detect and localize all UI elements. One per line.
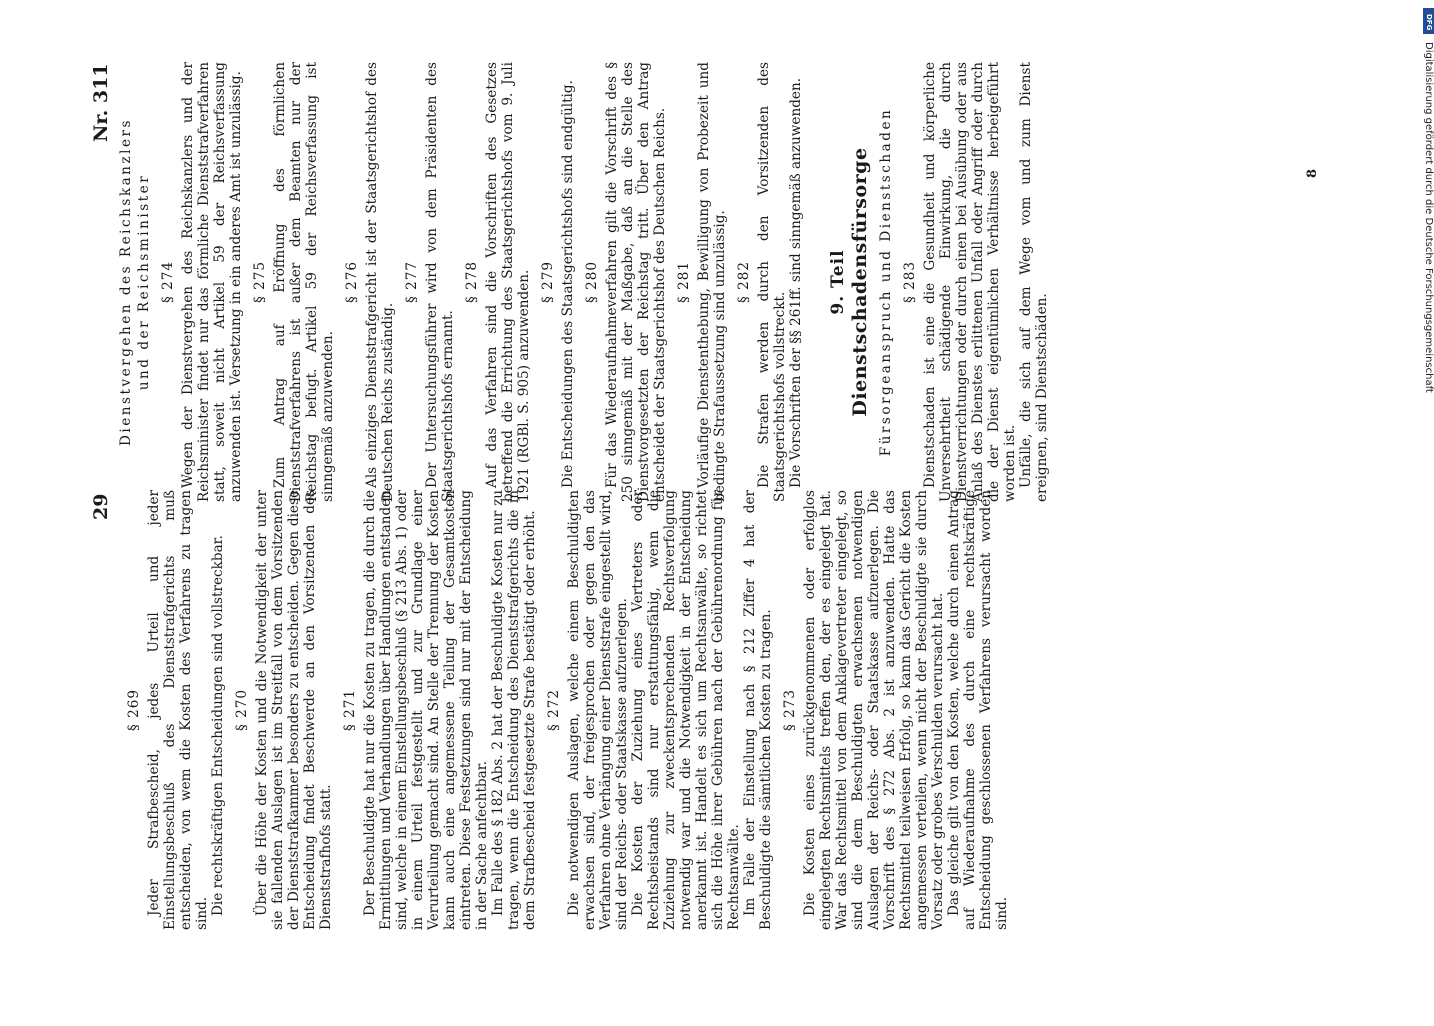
paragraph: Die Vorschriften der §§ 261ff. sind sinngemäß anzuwenden. <box>788 77 804 488</box>
paragraph: Im Falle der Einstellung nach § 212 Ziffer 4 hat der Beschuldigte die sämtlichen Kosten zu tragen. <box>742 490 774 930</box>
section-heading: Dienstvergehen des Reichskanzlers <box>118 118 134 446</box>
paragraph: Wegen der Dienstvergehen des Reichskanzlers und der Reichsminister findet nur das förmliche Dienststrafverfahren statt, soweit nicht Artikel 59 der Reichsverfassung anzuwenden ist. Versetzung in ein anderes Amt ist unzulässig. <box>180 62 244 502</box>
signature-mark: 8 <box>1305 168 1320 178</box>
section-number: § 275 <box>252 260 268 304</box>
left-column <box>118 490 1010 930</box>
paragraph: Im Falle des § 182 Abs. 2 hat der Beschuldigte Kosten nur zu tragen, wenn die Entscheidung des Dienststrafgerichts die in dem Strafbescheid festgesetzte Strafe bestätigt oder erhöht. <box>490 490 538 930</box>
section-number: § 283 <box>902 260 918 304</box>
dfg-logo-text: DFG <box>1425 14 1433 31</box>
section-number: § 273 <box>782 688 798 732</box>
paragraph: Der Beschuldigte hat nur die Kosten zu tragen, die durch die Ermittlungen und Verhandlungen über Handlungen entstanden sind, welche in einem Einstellungsbeschluß (§ 213 Abs. 1) oder in einem Urteil festgestellt und zur Grundlage einer Verurteilung gemacht sind. An Stelle der Trennung der Kosten kann auch eine angemessene Teilung der Gesamtkosten eintreten. Diese Festsetzungen sind nur mit der Entscheidung in der Sache anfechtbar. <box>362 490 490 930</box>
section-number: § 272 <box>546 688 562 732</box>
paragraph: Zum Antrag auf Eröffnung des förmlichen Dienststrafverfahrens ist außer dem Beamten nur der Reichstag befugt. Artikel 59 der Reichsverfassung ist sinngemäß anzuwenden. <box>272 62 336 502</box>
paragraph: Die notwendigen Auslagen, welche einem Beschuldigten erwachsen sind, der freigesprochen oder gegen den das Verfahren ohne Verhängung einer Dienststrafe eingestellt wird, sind der Reichs- oder Staatskasse aufzuerlegen. <box>566 490 630 930</box>
section-heading: und der Reichsminister <box>136 173 152 391</box>
paragraph: Vorläufige Dienstenthebung, Bewilligung von Probezeit und bedingte Strafaussetzung sind unzulässig. <box>696 62 728 502</box>
paragraph: Die Kosten der Zuziehung eines Vertreters oder Rechtsbeistands sind nur erstattungsfähig, wenn die Zuziehung zur zweckentsprechenden Rechtsverfolgung notwendig war und die Notwendigkeit in der Entscheidung anerkannt ist. Handelt es sich um Rechtsanwälte, so richtet sich die Höhe ihrer Gebühren nach der Gebührenordnung für Rechtsanwälte. <box>630 490 742 930</box>
part-title: Dienstschadensfürsorge <box>849 147 871 417</box>
credit-text: Digitalisierung gefördert durch die Deutsche Forschungsgemeinschaft <box>1423 42 1434 393</box>
paragraph: Dienstschaden ist eine die Gesundheit und körperliche Unversehrtheit schädigende Einwirkung, die durch Dienstverrichtungen oder durch einen bei Ausübung oder aus Anlaß des Dienstes erlittenen Unfall oder Angriff oder durch die der Dienst eigentümlichen Verhältnisse herbeigeführt worden ist. <box>922 62 1018 502</box>
section-number: § 279 <box>540 260 556 304</box>
right-column <box>118 62 1050 502</box>
section-number: § 277 <box>404 260 420 304</box>
section-number: § 282 <box>736 260 752 304</box>
paragraph: Die rechtskräftigen Entscheidungen sind vollstreckbar. <box>210 534 226 916</box>
section-number: § 270 <box>234 688 250 732</box>
subheading: Fürsorgeanspruch und Dienstschaden <box>878 107 894 457</box>
paragraph: Die Kosten eines zurückgenommenen oder erfolglos eingelegten Rechtsmittels treffen den, der es eingelegt hat. War das Rechtsmittel von dem Anklagevertreter eingelegt, so sind die dem Beschuldigten erwachsenen notwendigen Auslagen der Reichs- oder Staatskasse aufzuerlegen. Die Vorschrift des § 272 Abs. 2 ist anzuwenden. Hatte das Rechtsmittel teilweisen Erfolg, so kann das Gericht die Kosten angemessen verteilen, wenn nicht der Beschuldigte sie durch Vorsatz oder grobes Verschulden verursacht hat. <box>802 490 946 930</box>
section-number: § 280 <box>584 260 600 304</box>
section-number: § 278 <box>464 260 480 304</box>
page-number: 29 <box>90 493 112 520</box>
part-heading: 9. Teil <box>828 249 848 315</box>
paragraph: Der Untersuchungsführer wird von dem Präsidenten des Staatsgerichtshofs ernannt. <box>424 62 456 502</box>
section-number: § 271 <box>342 688 358 732</box>
dfg-credit <box>1421 8 1434 992</box>
section-number: § 274 <box>160 260 176 304</box>
paragraph: Über die Höhe der Kosten und die Notwendigkeit der unter sie fallenden Auslagen ist im Streitfall von dem Vorsitzenden der Dienststrafkammer besonders zu entscheiden. Gegen diese Entscheidung findet Beschwerde an den Vorsitzenden des Dienststrafhofs statt. <box>254 490 334 930</box>
paragraph: Jeder Strafbescheid, jedes Urteil und jeder Einstellungsbeschluß des Dienststrafgerichts muß entscheiden, von wem die Kosten des Verfahrens zu tragen sind. <box>146 490 210 930</box>
paragraph: Für das Wiederaufnahmeverfahren gilt die Vorschrift des § 250 sinngemäß mit der Maßgabe, daß an die Stelle des Dienstvorgesetzten der Reichstag tritt. Über den Antrag entscheidet der Staatsgerichtshof des Deutschen Reichs. <box>604 62 668 502</box>
paragraph: Die Entscheidungen des Staatsgerichtshofs sind endgültig. <box>560 80 576 488</box>
section-number: § 269 <box>126 688 142 732</box>
paragraph: Als einziges Dienststrafgericht ist der Staatsgerichtshof des Deutschen Reichs zuständig. <box>364 62 396 502</box>
paragraph: Unfälle, die sich auf dem Wege vom und zum Dienst ereignen, sind Dienstschäden. <box>1018 62 1050 502</box>
section-number: § 276 <box>344 260 360 304</box>
paragraph: Die Strafen werden durch den Vorsitzenden des Staatsgerichtshofs vollstreckt. <box>756 62 788 502</box>
section-number: § 281 <box>676 260 692 304</box>
paragraph: Das gleiche gilt von den Kosten, welche durch einen Antrag auf Wiederaufnahme des durch eine rechtskräftige Entscheidung geschlossenen Verfahrens verursacht worden sind. <box>946 490 1010 930</box>
paragraph: Auf das Verfahren sind die Vorschriften des Gesetzes betreffend die Errichtung des Staatsgerichtshofs vom 9. Juli 1921 (RGBl. S. 905) anzuwenden. <box>484 62 532 502</box>
issue-number: Nr. 311 <box>90 63 112 142</box>
